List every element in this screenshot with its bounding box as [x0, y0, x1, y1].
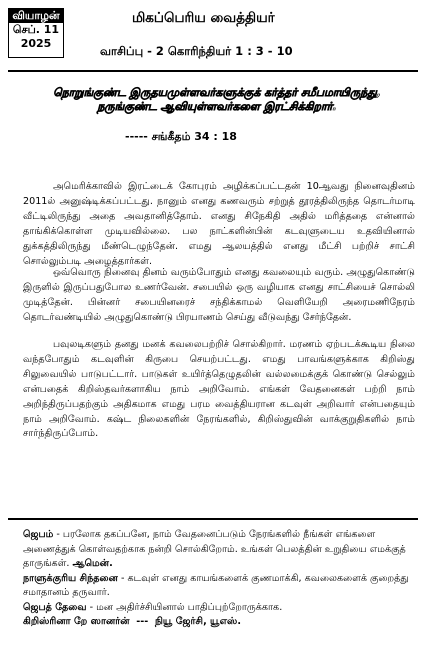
paragraph-text: ஒவ்வொரு நினைவு தினம் வரும்போதும் எனது கவலையும் வரும். அழுதுகொண்டு இருளில் இருப்பதுபோல உணர்வேன். சபையில் ஒரு வழியாக எனது சாட்சியைச் சொல்லி முடித்தேன். பின்னர் சபையினரைச் சந்திக்காமல் வெளியேறி அரைமணிநேரம் தொடர்வண்டியில் அழுதுகொண்டு பிரயாணம் செய்து வீடுவந்து சேர்ந்தேன். [23, 267, 415, 323]
closing-section [23, 528, 415, 630]
paragraph-3 [23, 338, 415, 442]
thought-text: - கடவுள் எனது காயங்களைக் குணமாக்கி, கவலைகளைக் குறைத்து சமாதானம் தருவார். [23, 572, 409, 598]
divider-top [8, 70, 418, 72]
prayer-amen: ஆமென். [72, 558, 113, 569]
paragraph-2 [23, 266, 415, 326]
author-line [23, 615, 415, 630]
divider-bottom [8, 518, 418, 520]
author-name: கிறிஸ்ரினா றே ஸானர்ன் [23, 616, 130, 627]
key-verse: நொறுங்குண்ட இருதயமுள்ளவர்களுக்குக் கர்த்தர் சமீபமாயிருந்து, நருங்குண்ட ஆவியுள்ளவர்களை இரட்சிக்கிறார். [53, 86, 381, 113]
need-label: ஜெபத் தேவை [23, 601, 87, 613]
date-day: வியாழன் [9, 9, 63, 23]
author-sep: --- [136, 616, 149, 627]
date-box [8, 8, 64, 58]
need-text: - மன அதிர்ச்சியினால் பாதிப்புற்றோருக்காக. [86, 601, 283, 613]
date-year: 2025 [20, 37, 52, 50]
paragraph-text: அமெரிக்காவில் இரட்டைக் கோபுரம் அழிக்கப்பட்டதன் 10ஆவது நினைவுதினம் 2011ல் அனுஷ்டிக்கப்பட்டது. நானும் எனது கணவரும் சற்றுத் தூரத்திலிருந்த தொடர்மாடி வீட்டிலிருந்து அதை அவதானித்தோம். எனது சிநேகிதி அதில் மரித்ததை என்னால் தாங்கிக்கொள்ள முடியவில்லை. பல நாட்களின்பின் கடவுளுடைய உதவியினால் துக்கத்திலிருந்து மீண்டெழுந்தேன். எமது ஆலயத்தில் எனது மீட்சி பற்றிச் சாட்சி சொல்லும்படி அழைத்தார்கள். [23, 181, 415, 267]
thought-label: நாளுக்குரிய சிந்தனை [23, 572, 118, 584]
daily-thought [23, 572, 415, 601]
page-title: மிகப்பெரிய வைத்தியர் [132, 10, 275, 26]
prayer [23, 528, 415, 572]
paragraph-1 [23, 180, 415, 269]
author-place: நியூ ஜேர்சி, யூஎஸ். [154, 616, 242, 627]
prayer-text: - பரலோக தகப்பனே, நாம் வேதனைப்படும் நேரங்களில் நீங்கள் எங்களை அணைத்துக் கொள்வதற்காக நன்றி சொல்கிறோம். உங்கள் பெலத்தின் உறுதியை எமக்குத் தாருங்கள். [23, 529, 406, 569]
verse-reference: ----- சங்கீதம் 34 : 18 [125, 130, 237, 143]
paragraph-text: பவுலடிகளும் தனது மனக் கவலைபற்றிச் சொல்கிறார். மரணம் ஏற்படக்கூடிய நிலை வந்தபோதும் கடவுளின் கிருபை செயற்பட்டது. எமது பாவங்களுக்காக கிறிஸ்து சிலுவையில் பாடுபட்டார். பாடுகள் உயிர்த்தெழுதலின் வல்லமைக்குக் கொண்டு செல்லும் என்பதைக் கிறிஸ்தவர்களாகிய நாம் அறிவோம். எங்கள் வேதனைகள் பற்றி நாம் அறிந்திருப்பதற்கும் அதிகமாக எமது பரம வைத்தியரான கடவுள் அறிவார் என்பதையும் நாம் அறிவோம். கஷ்ட நிலைகளின் நேரங்களில், கிறிஸ்துவின் வாக்குறுதிகளில் நாம் சார்ந்திருப்போம். [23, 339, 415, 440]
date-month-day: செப். 11 [12, 23, 60, 36]
prayer-need [23, 601, 415, 616]
reading-reference: வாசிப்பு - 2 கொரிந்தியர் 1 : 3 - 10 [100, 44, 293, 58]
prayer-label: ஜெபம் [23, 529, 54, 540]
